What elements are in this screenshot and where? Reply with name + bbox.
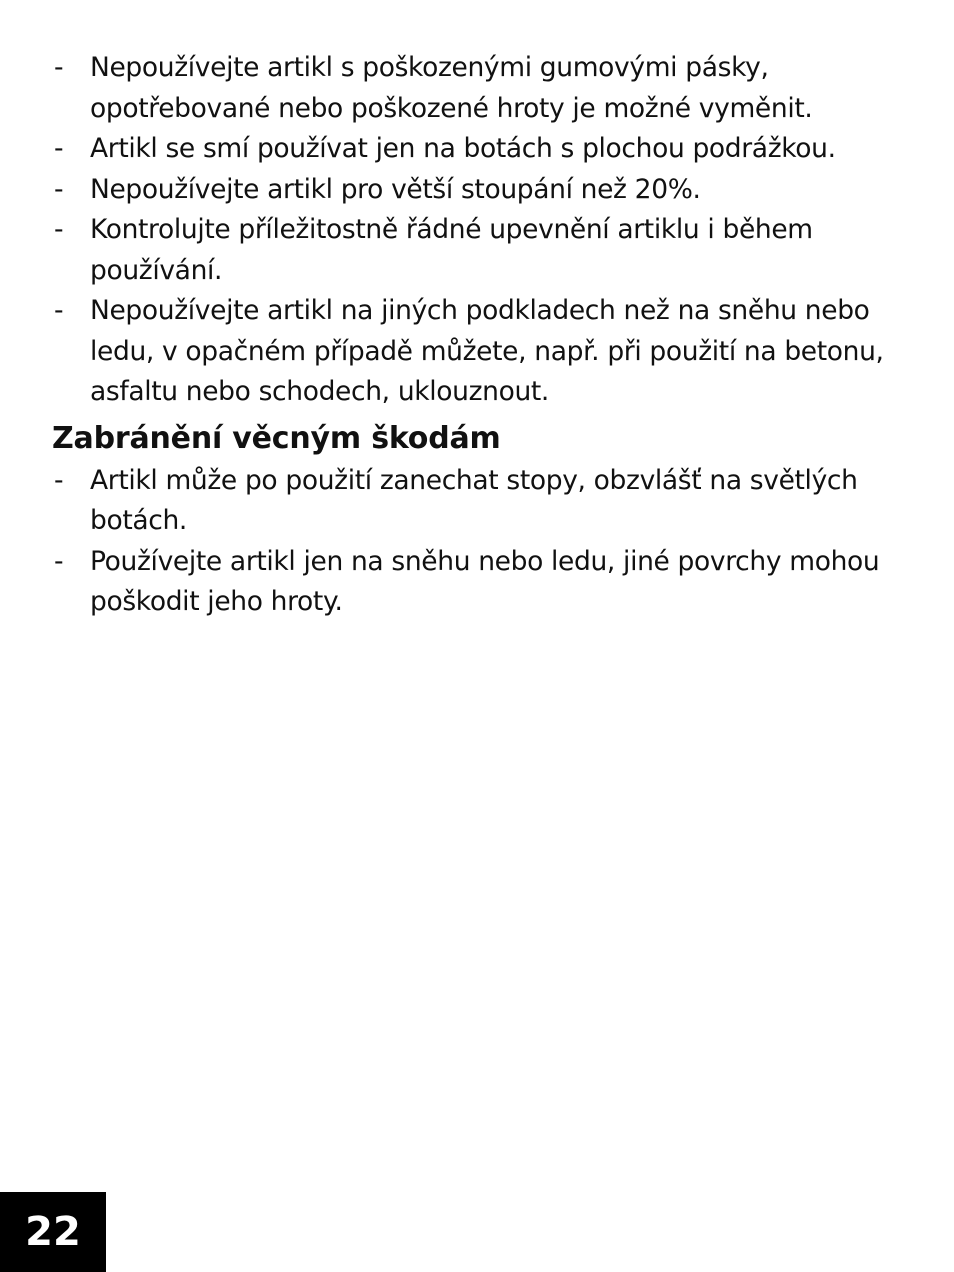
list-item-text: Artikl se smí používat jen na botách s plochou podrážkou. (90, 133, 836, 164)
list-item-text: Nepoužívejte artikl na jiných podkladech než na sněhu nebo ledu, v opačném případě můžete, např. při použití na betonu, asfaltu nebo schodech, uklouznout. (90, 295, 884, 407)
list-item (52, 48, 902, 129)
page-number: 22 (0, 1192, 106, 1272)
list-item (52, 129, 902, 170)
list-item-text: Nepoužívejte artikl s poškozenými gumovými pásky, opotřebované nebo poškozené hroty je možné vyměnit. (90, 52, 813, 124)
bullet-dash: - (54, 295, 64, 326)
list-item-text: Nepoužívejte artikl pro větší stoupání než 20%. (90, 173, 701, 205)
list-item-text: Používejte artikl jen na sněhu nebo ledu, jiné povrchy mohou poškodit jeho hroty. (90, 545, 880, 617)
list-item (52, 542, 902, 623)
list-item (52, 210, 902, 291)
bullet-dash: - (54, 173, 64, 205)
document-body (52, 48, 902, 623)
bullet-dash: - (54, 464, 64, 496)
bullet-dash: - (54, 545, 64, 577)
property-damage-list (52, 461, 902, 623)
list-item-text: Kontrolujte příležitostně řádné upevnění artiklu i během používání. (90, 214, 813, 286)
bullet-dash: - (54, 214, 64, 245)
list-item (52, 170, 902, 211)
list-item (52, 461, 902, 542)
section-heading: Zabránění věcným škodám (52, 420, 501, 456)
list-item-text: Artikl může po použití zanechat stopy, obzvlášť na světlých botách. (90, 464, 858, 536)
bullet-dash: - (54, 52, 64, 83)
list-item (52, 291, 902, 413)
bullet-dash: - (54, 133, 64, 164)
safety-list (52, 48, 902, 413)
